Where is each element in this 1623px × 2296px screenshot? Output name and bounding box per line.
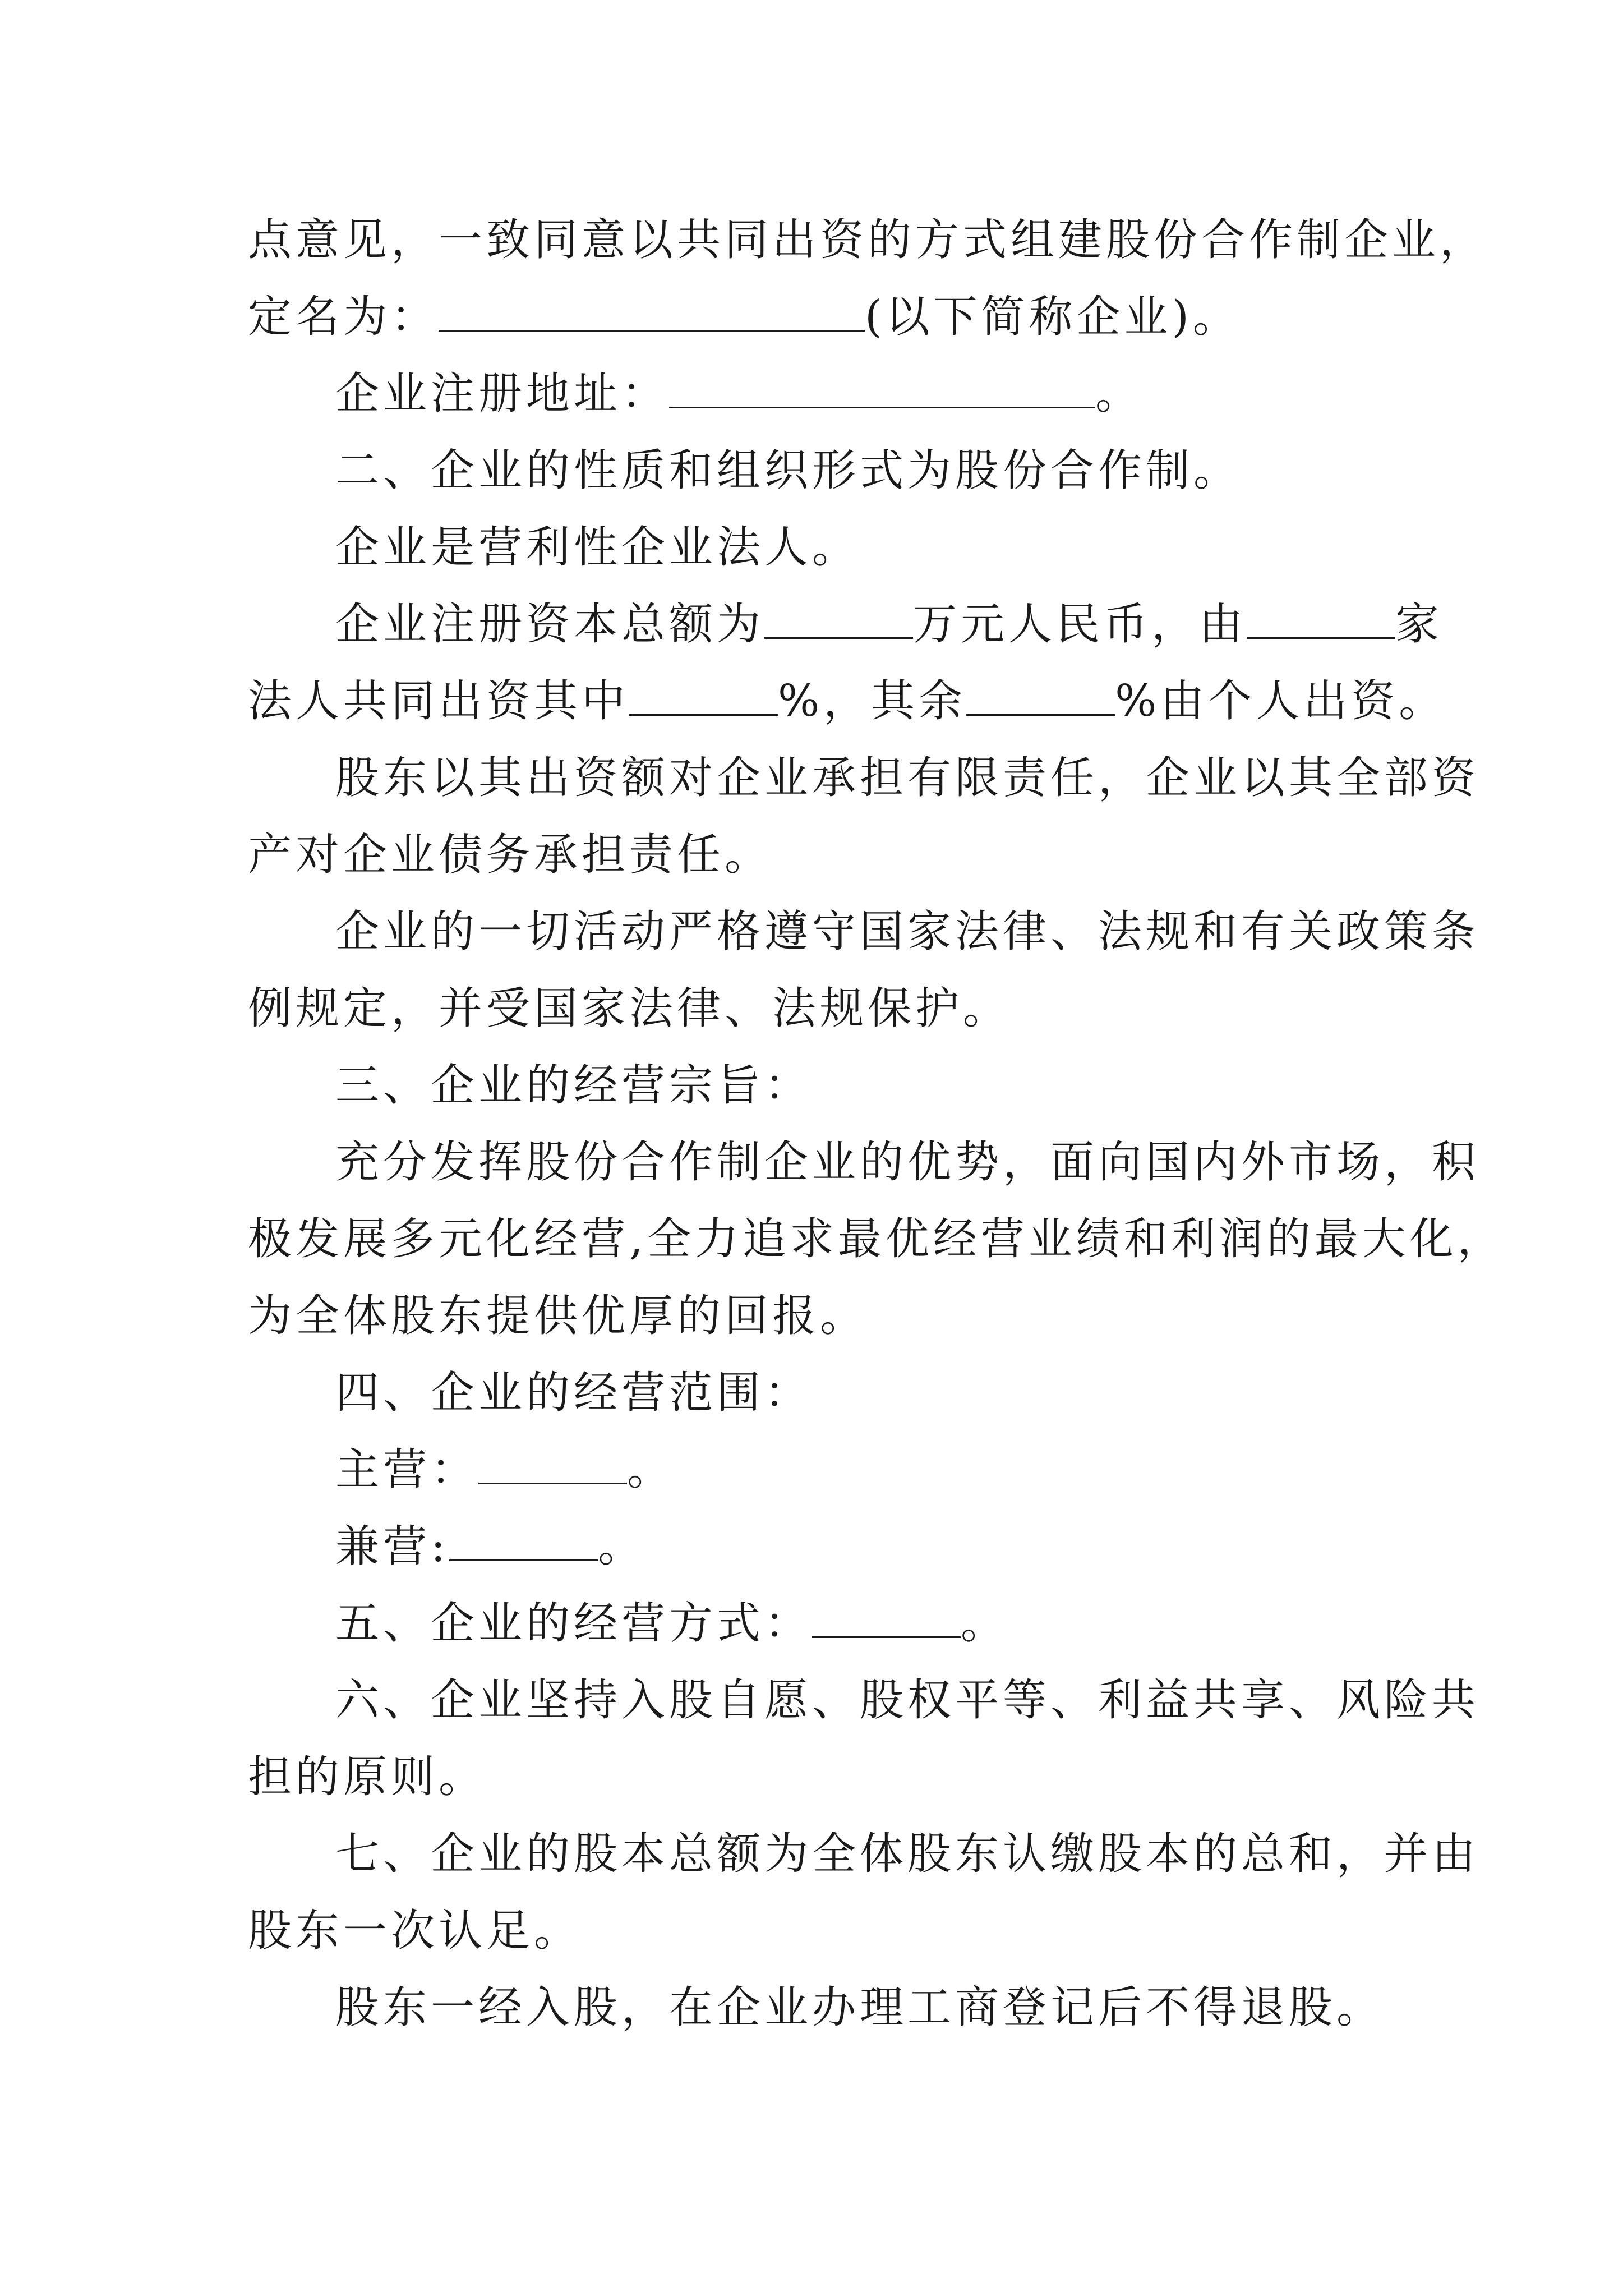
text-line: 企业是营利性企业法人。	[335, 522, 860, 573]
text-line: 兼营: 。	[335, 1521, 646, 1572]
fill-blank	[966, 675, 1115, 716]
fill-blank	[1247, 598, 1395, 639]
text-line: 股东一次认足。	[248, 1906, 582, 1956]
text-line: 四、企业的经营范围：	[335, 1368, 813, 1418]
text-line: 企业注册地址： 。	[335, 369, 1144, 419]
text-line: 三、企业的经营宗旨：	[335, 1060, 813, 1111]
text-line: 例规定，并受国家法律、法规保护。	[248, 983, 1011, 1034]
text-line: 企业注册资本总额为 万元人民币，由 家	[335, 599, 1444, 650]
fill-blank	[764, 598, 913, 639]
fill-blank	[449, 1520, 598, 1561]
text-line: 股东一经入股，在企业办理工商登记后不得退股。	[335, 1982, 1385, 2033]
document-body	[248, 202, 1505, 2046]
fill-blank	[669, 367, 1095, 408]
text-line: 担的原则。	[248, 1752, 487, 1802]
fill-blank	[812, 1597, 961, 1638]
text-line: 产对企业债务承担责任。	[248, 830, 773, 880]
text-line: 五、企业的经营方式： 。	[335, 1598, 1009, 1649]
fill-blank	[629, 675, 778, 716]
text-line: 股东以其出资额对企业承担有限责任，企业以其全部资	[335, 753, 1480, 803]
text-line: 为全体股东提供优厚的回报。	[248, 1291, 868, 1341]
text-line: 主营： 。	[335, 1444, 675, 1495]
text-line: 点意见，一致同意以共同出资的方式组建股份合作制企业，	[248, 215, 1488, 265]
text-line: 法人共同出资其中 %，其余 %由个人出资。	[248, 676, 1447, 726]
text-line: 二、企业的性质和组织形式为股份合作制。	[335, 445, 1242, 496]
text-line: 六、企业坚持入股自愿、股权平等、利益共享、风险共	[335, 1675, 1480, 1726]
fill-blank	[478, 1443, 627, 1484]
text-line: 定名为： (以下简称企业)。	[248, 292, 1241, 342]
fill-blank	[439, 291, 865, 332]
text-line: 七、企业的股本总额为全体股东认缴股本的总和，并由	[335, 1829, 1480, 1879]
text-line: 充分发挥股份合作制企业的优势，面向国内外市场，积	[335, 1137, 1480, 1188]
text-line: 极发展多元化经营,全力追求最优经营业绩和利润的最大化，	[248, 1214, 1505, 1264]
text-line: 企业的一切活动严格遵守国家法律、法规和有关政策条	[335, 907, 1480, 957]
